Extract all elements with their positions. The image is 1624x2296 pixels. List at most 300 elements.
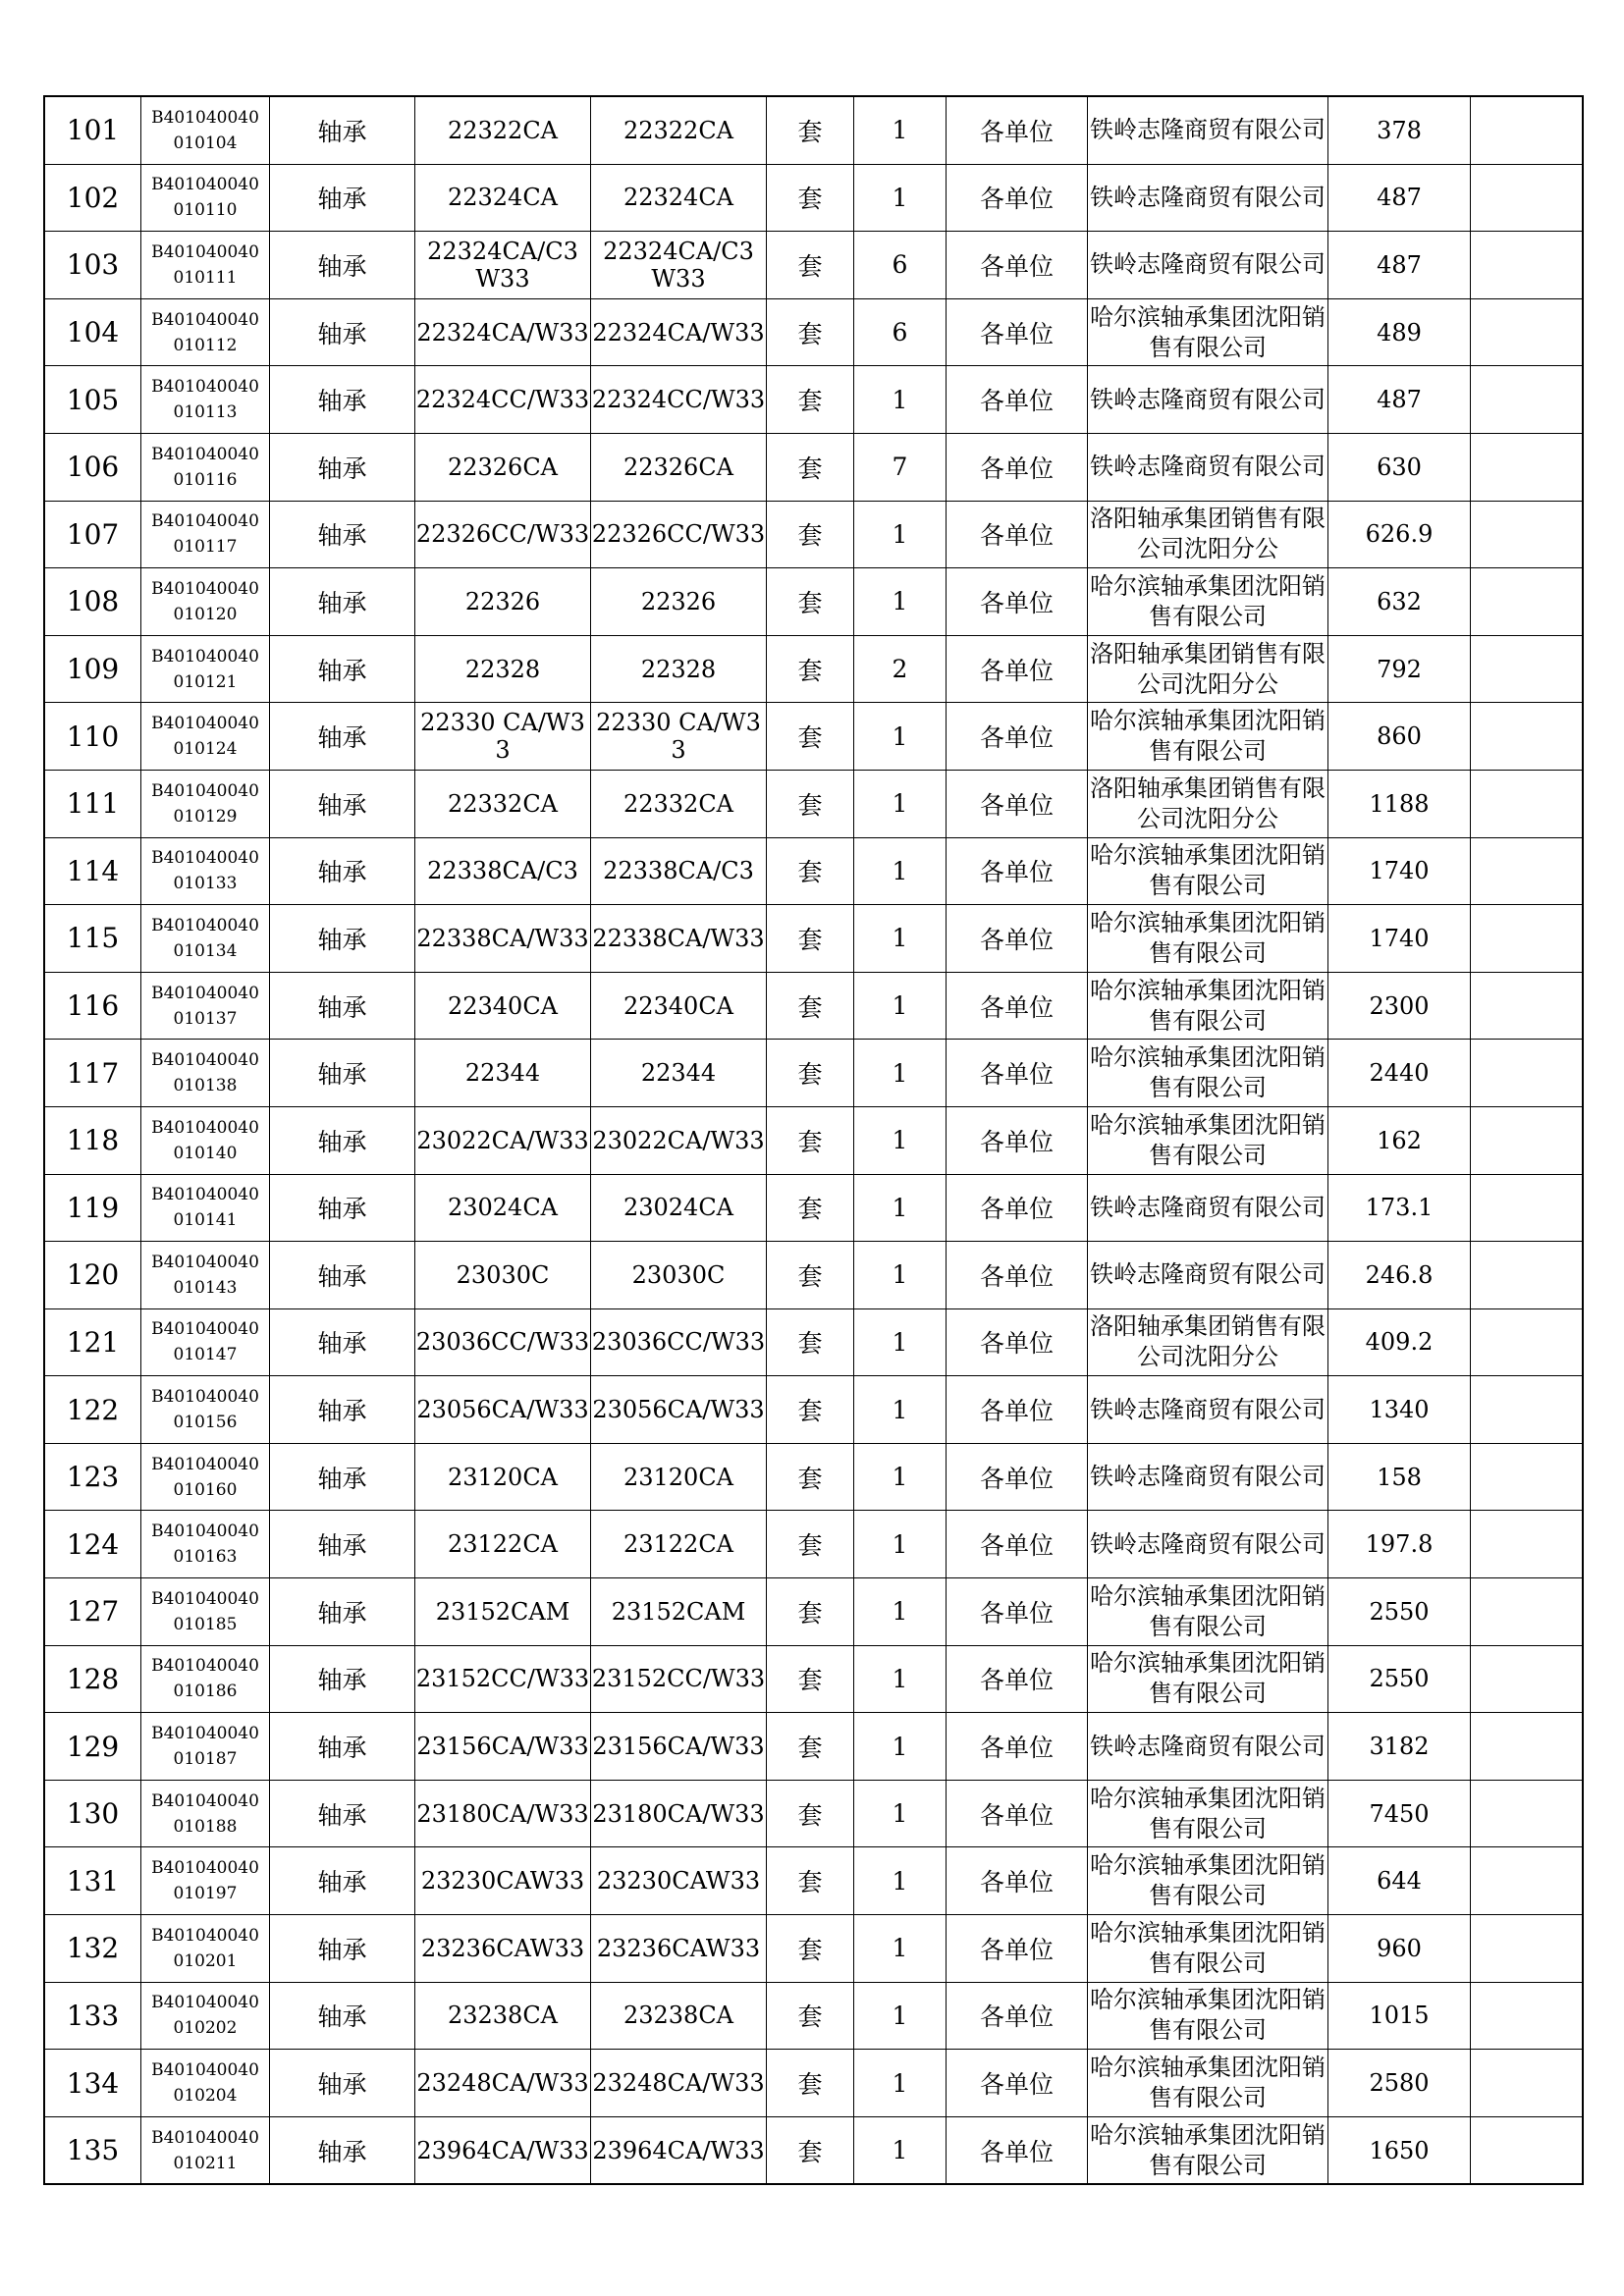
material-code-line: 010141 xyxy=(173,1210,238,1231)
material-code-line: B401040040 xyxy=(151,511,259,532)
specification-cell: 22324CA/W33 xyxy=(415,298,591,366)
quantity-cell: 1 xyxy=(854,1915,947,1983)
remark-cell xyxy=(1471,1780,1584,1847)
model-number-cell: 22338CA/C3 xyxy=(591,837,767,905)
unit-cell: 套 xyxy=(767,635,854,703)
model-number-cell: 23230CAW33 xyxy=(591,1847,767,1915)
model-number-cell: 22324CA/W33 xyxy=(591,298,767,366)
remark-cell xyxy=(1471,1106,1584,1174)
unit-cell: 套 xyxy=(767,905,854,973)
remark-cell xyxy=(1471,1511,1584,1578)
material-code-line: B401040040 xyxy=(151,1656,259,1677)
table-row xyxy=(44,770,1583,837)
unit-price-cell: 1740 xyxy=(1328,837,1471,905)
material-code-cell xyxy=(141,1578,270,1646)
supplier-name-cell: 铁岭志隆商贸有限公司 xyxy=(1088,1511,1328,1578)
unit-cell: 套 xyxy=(767,1915,854,1983)
material-code-cell xyxy=(141,1106,270,1174)
model-number-cell: 23030C xyxy=(591,1242,767,1309)
table-row xyxy=(44,1242,1583,1309)
unit-cell: 套 xyxy=(767,1443,854,1511)
unit-price-cell: 2550 xyxy=(1328,1645,1471,1713)
unit-price-cell: 626.9 xyxy=(1328,501,1471,568)
unit-price-cell: 1015 xyxy=(1328,1982,1471,2050)
material-name-cell: 轴承 xyxy=(270,1780,415,1847)
material-code-line: B401040040 xyxy=(151,309,259,330)
supplier-name-cell: 铁岭志隆商贸有限公司 xyxy=(1088,1174,1328,1242)
material-code-cell xyxy=(141,1443,270,1511)
material-name-cell: 轴承 xyxy=(270,1308,415,1376)
table-row xyxy=(44,164,1583,232)
row-number-cell: 108 xyxy=(44,568,141,636)
supplier-name-cell: 哈尔滨轴承集团沈阳销售有限公司 xyxy=(1088,905,1328,973)
unit-cell: 套 xyxy=(767,164,854,232)
model-number-cell: 23022CA/W33 xyxy=(591,1106,767,1174)
unit-price-cell: 1650 xyxy=(1328,2116,1471,2184)
supplier-name-cell: 铁岭志隆商贸有限公司 xyxy=(1088,164,1328,232)
unit-price-cell: 630 xyxy=(1328,433,1471,501)
remark-cell xyxy=(1471,1645,1584,1713)
material-name-cell: 轴承 xyxy=(270,1242,415,1309)
quantity-cell: 1 xyxy=(854,1511,947,1578)
material-code-line: 010111 xyxy=(173,267,238,288)
unit-price-cell: 246.8 xyxy=(1328,1242,1471,1309)
using-department-cell: 各单位 xyxy=(947,770,1088,837)
remark-cell xyxy=(1471,433,1584,501)
unit-cell: 套 xyxy=(767,972,854,1040)
material-code-line: B401040040 xyxy=(151,1050,259,1071)
using-department-cell: 各单位 xyxy=(947,1308,1088,1376)
table-row xyxy=(44,1308,1583,1376)
material-code-line: B401040040 xyxy=(151,2127,259,2148)
quantity-cell: 1 xyxy=(854,1780,947,1847)
model-number-cell: 23120CA xyxy=(591,1443,767,1511)
quantity-cell: 1 xyxy=(854,1242,947,1309)
specification-cell: 23152CAM xyxy=(415,1578,591,1646)
table-row xyxy=(44,635,1583,703)
using-department-cell: 各单位 xyxy=(947,1982,1088,2050)
row-number-cell: 124 xyxy=(44,1511,141,1578)
table-row xyxy=(44,1847,1583,1915)
table-row xyxy=(44,837,1583,905)
supplier-name-cell: 哈尔滨轴承集团沈阳销售有限公司 xyxy=(1088,837,1328,905)
specification-cell: 22324CC/W33 xyxy=(415,366,591,434)
unit-cell: 套 xyxy=(767,2116,854,2184)
material-name-cell: 轴承 xyxy=(270,96,415,164)
remark-cell xyxy=(1471,96,1584,164)
quantity-cell: 1 xyxy=(854,1040,947,1107)
specification-cell: 22338CA/W33 xyxy=(415,905,591,973)
specification-cell: 22328 xyxy=(415,635,591,703)
specification-cell: 23180CA/W33 xyxy=(415,1780,591,1847)
material-code-line: 010112 xyxy=(173,335,238,355)
material-code-cell xyxy=(141,1982,270,2050)
material-code-line: 010186 xyxy=(173,1682,238,1702)
material-name-cell: 轴承 xyxy=(270,232,415,299)
unit-price-cell: 3182 xyxy=(1328,1713,1471,1781)
quantity-cell: 6 xyxy=(854,298,947,366)
quantity-cell: 1 xyxy=(854,972,947,1040)
specification-cell: 22322CA xyxy=(415,96,591,164)
table-row xyxy=(44,972,1583,1040)
using-department-cell: 各单位 xyxy=(947,837,1088,905)
quantity-cell: 1 xyxy=(854,905,947,973)
row-number-cell: 132 xyxy=(44,1915,141,1983)
using-department-cell: 各单位 xyxy=(947,635,1088,703)
using-department-cell: 各单位 xyxy=(947,1376,1088,1444)
row-number-cell: 102 xyxy=(44,164,141,232)
using-department-cell: 各单位 xyxy=(947,568,1088,636)
table-row xyxy=(44,298,1583,366)
row-number-cell: 135 xyxy=(44,2116,141,2184)
table-row xyxy=(44,1511,1583,1578)
using-department-cell: 各单位 xyxy=(947,1511,1088,1578)
supplier-name-cell: 铁岭志隆商贸有限公司 xyxy=(1088,1242,1328,1309)
material-name-cell: 轴承 xyxy=(270,1645,415,1713)
specification-cell: 23238CA xyxy=(415,1982,591,2050)
material-code-line: 010201 xyxy=(173,1950,238,1971)
quantity-cell: 2 xyxy=(854,635,947,703)
using-department-cell: 各单位 xyxy=(947,2116,1088,2184)
row-number-cell: 109 xyxy=(44,635,141,703)
model-number-cell: 22340CA xyxy=(591,972,767,1040)
model-number-cell: 23036CC/W33 xyxy=(591,1308,767,1376)
table-row xyxy=(44,2116,1583,2184)
material-name-cell: 轴承 xyxy=(270,1376,415,1444)
material-code-line: B401040040 xyxy=(151,1185,259,1205)
table-body xyxy=(44,96,1583,2184)
using-department-cell: 各单位 xyxy=(947,1443,1088,1511)
remark-cell xyxy=(1471,1982,1584,2050)
quantity-cell: 1 xyxy=(854,837,947,905)
row-number-cell: 104 xyxy=(44,298,141,366)
specification-cell: 23236CAW33 xyxy=(415,1915,591,1983)
material-name-cell: 轴承 xyxy=(270,703,415,771)
table-row xyxy=(44,703,1583,771)
material-code-line: 010140 xyxy=(173,1143,238,1163)
material-name-cell: 轴承 xyxy=(270,972,415,1040)
specification-cell: 23036CC/W33 xyxy=(415,1308,591,1376)
quantity-cell: 1 xyxy=(854,2116,947,2184)
material-code-cell xyxy=(141,837,270,905)
remark-cell xyxy=(1471,905,1584,973)
remark-cell xyxy=(1471,1376,1584,1444)
material-code-line: B401040040 xyxy=(151,1588,259,1609)
material-name-cell: 轴承 xyxy=(270,568,415,636)
material-name-cell: 轴承 xyxy=(270,1106,415,1174)
material-name-cell: 轴承 xyxy=(270,298,415,366)
material-code-cell xyxy=(141,770,270,837)
using-department-cell: 各单位 xyxy=(947,1106,1088,1174)
material-code-cell xyxy=(141,972,270,1040)
table-row xyxy=(44,905,1583,973)
material-code-line: B401040040 xyxy=(151,241,259,262)
material-code-line: 010124 xyxy=(173,739,238,760)
material-code-cell xyxy=(141,905,270,973)
material-code-line: B401040040 xyxy=(151,780,259,801)
using-department-cell: 各单位 xyxy=(947,1242,1088,1309)
unit-price-cell: 1188 xyxy=(1328,770,1471,837)
remark-cell xyxy=(1471,366,1584,434)
material-code-cell xyxy=(141,1308,270,1376)
specification-cell: 23152CC/W33 xyxy=(415,1645,591,1713)
using-department-cell: 各单位 xyxy=(947,905,1088,973)
supplier-name-cell: 哈尔滨轴承集团沈阳销售有限公司 xyxy=(1088,1847,1328,1915)
unit-cell: 套 xyxy=(767,703,854,771)
remark-cell xyxy=(1471,2116,1584,2184)
using-department-cell: 各单位 xyxy=(947,1174,1088,1242)
material-name-cell: 轴承 xyxy=(270,1040,415,1107)
quantity-cell: 1 xyxy=(854,1174,947,1242)
unit-cell: 套 xyxy=(767,1106,854,1174)
using-department-cell: 各单位 xyxy=(947,164,1088,232)
unit-cell: 套 xyxy=(767,837,854,905)
unit-cell: 套 xyxy=(767,770,854,837)
material-name-cell: 轴承 xyxy=(270,635,415,703)
material-code-line: 010187 xyxy=(173,1749,238,1770)
model-number-cell: 22324CA/C3W33 xyxy=(591,232,767,299)
supplier-name-cell: 洛阳轴承集团销售有限公司沈阳分公 xyxy=(1088,635,1328,703)
material-code-line: B401040040 xyxy=(151,1454,259,1474)
table-row xyxy=(44,1578,1583,1646)
row-number-cell: 115 xyxy=(44,905,141,973)
row-number-cell: 106 xyxy=(44,433,141,501)
row-number-cell: 131 xyxy=(44,1847,141,1915)
specification-cell: 23964CA/W33 xyxy=(415,2116,591,2184)
material-code-line: 010134 xyxy=(173,940,238,961)
material-code-cell xyxy=(141,703,270,771)
material-code-line: B401040040 xyxy=(151,1319,259,1340)
supplier-name-cell: 洛阳轴承集团销售有限公司沈阳分公 xyxy=(1088,1308,1328,1376)
material-code-cell xyxy=(141,1645,270,1713)
supplier-name-cell: 哈尔滨轴承集团沈阳销售有限公司 xyxy=(1088,703,1328,771)
remark-cell xyxy=(1471,1847,1584,1915)
table-row xyxy=(44,568,1583,636)
row-number-cell: 114 xyxy=(44,837,141,905)
remark-cell xyxy=(1471,1308,1584,1376)
supplier-name-cell: 哈尔滨轴承集团沈阳销售有限公司 xyxy=(1088,1982,1328,2050)
remark-cell xyxy=(1471,232,1584,299)
using-department-cell: 各单位 xyxy=(947,972,1088,1040)
material-code-line: 010185 xyxy=(173,1614,238,1634)
row-number-cell: 103 xyxy=(44,232,141,299)
material-name-cell: 轴承 xyxy=(270,501,415,568)
material-code-line: 010117 xyxy=(173,537,238,558)
supplier-name-cell: 洛阳轴承集团销售有限公司沈阳分公 xyxy=(1088,501,1328,568)
remark-cell xyxy=(1471,703,1584,771)
quantity-cell: 1 xyxy=(854,703,947,771)
using-department-cell: 各单位 xyxy=(947,1713,1088,1781)
model-number-cell: 23180CA/W33 xyxy=(591,1780,767,1847)
material-code-line: 010116 xyxy=(173,469,238,490)
unit-price-cell: 158 xyxy=(1328,1443,1471,1511)
unit-price-cell: 197.8 xyxy=(1328,1511,1471,1578)
material-code-line: B401040040 xyxy=(151,915,259,935)
material-code-line: 010188 xyxy=(173,1816,238,1837)
specification-cell: 23120CA xyxy=(415,1443,591,1511)
unit-cell: 套 xyxy=(767,433,854,501)
material-name-cell: 轴承 xyxy=(270,2050,415,2117)
material-code-line: B401040040 xyxy=(151,1117,259,1138)
table-row xyxy=(44,366,1583,434)
unit-cell: 套 xyxy=(767,298,854,366)
quantity-cell: 1 xyxy=(854,1443,947,1511)
material-code-line: 010202 xyxy=(173,2018,238,2039)
supplier-name-cell: 铁岭志隆商贸有限公司 xyxy=(1088,1713,1328,1781)
material-name-cell: 轴承 xyxy=(270,770,415,837)
unit-cell: 套 xyxy=(767,1847,854,1915)
unit-price-cell: 487 xyxy=(1328,366,1471,434)
material-code-line: B401040040 xyxy=(151,444,259,464)
material-code-line: 010156 xyxy=(173,1413,238,1433)
material-name-cell: 轴承 xyxy=(270,905,415,973)
specification-cell: 23030C xyxy=(415,1242,591,1309)
material-code-cell xyxy=(141,96,270,164)
supplier-name-cell: 哈尔滨轴承集团沈阳销售有限公司 xyxy=(1088,1915,1328,1983)
supplier-name-cell: 铁岭志隆商贸有限公司 xyxy=(1088,1443,1328,1511)
specification-cell: 22344 xyxy=(415,1040,591,1107)
unit-cell: 套 xyxy=(767,1780,854,1847)
supplier-name-cell: 哈尔滨轴承集团沈阳销售有限公司 xyxy=(1088,2116,1328,2184)
supplier-name-cell: 哈尔滨轴承集团沈阳销售有限公司 xyxy=(1088,1780,1328,1847)
model-number-cell: 22332CA xyxy=(591,770,767,837)
quantity-cell: 1 xyxy=(854,1106,947,1174)
unit-price-cell: 2580 xyxy=(1328,2050,1471,2117)
row-number-cell: 111 xyxy=(44,770,141,837)
quantity-cell: 1 xyxy=(854,164,947,232)
supplier-name-cell: 哈尔滨轴承集团沈阳销售有限公司 xyxy=(1088,1040,1328,1107)
material-code-line: 010197 xyxy=(173,1884,238,1904)
quantity-cell: 1 xyxy=(854,568,947,636)
remark-cell xyxy=(1471,1713,1584,1781)
material-code-cell xyxy=(141,568,270,636)
model-number-cell: 23236CAW33 xyxy=(591,1915,767,1983)
supplier-name-cell: 铁岭志隆商贸有限公司 xyxy=(1088,232,1328,299)
model-number-cell: 23248CA/W33 xyxy=(591,2050,767,2117)
table-row xyxy=(44,433,1583,501)
material-code-cell xyxy=(141,1376,270,1444)
material-code-cell xyxy=(141,1511,270,1578)
supplier-name-cell: 铁岭志隆商贸有限公司 xyxy=(1088,433,1328,501)
unit-cell: 套 xyxy=(767,2050,854,2117)
using-department-cell: 各单位 xyxy=(947,501,1088,568)
material-code-cell xyxy=(141,2116,270,2184)
unit-price-cell: 960 xyxy=(1328,1915,1471,1983)
specification-cell: 22330 CA/W33 xyxy=(415,703,591,771)
model-number-cell: 23156CA/W33 xyxy=(591,1713,767,1781)
quantity-cell: 1 xyxy=(854,1578,947,1646)
quantity-cell: 1 xyxy=(854,1713,947,1781)
quantity-cell: 1 xyxy=(854,2050,947,2117)
quantity-cell: 6 xyxy=(854,232,947,299)
quantity-cell: 1 xyxy=(854,501,947,568)
unit-cell: 套 xyxy=(767,1713,854,1781)
material-name-cell: 轴承 xyxy=(270,433,415,501)
table-row xyxy=(44,1040,1583,1107)
specification-cell: 22324CA/C3W33 xyxy=(415,232,591,299)
unit-cell: 套 xyxy=(767,96,854,164)
unit-cell: 套 xyxy=(767,1645,854,1713)
quantity-cell: 1 xyxy=(854,770,947,837)
specification-cell: 22326CA xyxy=(415,433,591,501)
model-number-cell: 23024CA xyxy=(591,1174,767,1242)
material-code-cell xyxy=(141,366,270,434)
unit-cell: 套 xyxy=(767,1308,854,1376)
remark-cell xyxy=(1471,1443,1584,1511)
material-code-line: 010104 xyxy=(173,133,238,153)
material-code-cell xyxy=(141,1915,270,1983)
quantity-cell: 1 xyxy=(854,96,947,164)
quantity-cell: 1 xyxy=(854,366,947,434)
bearing-price-table xyxy=(43,95,1584,2185)
material-name-cell: 轴承 xyxy=(270,1578,415,1646)
specification-cell: 23022CA/W33 xyxy=(415,1106,591,1174)
unit-price-cell: 409.2 xyxy=(1328,1308,1471,1376)
row-number-cell: 121 xyxy=(44,1308,141,1376)
unit-price-cell: 487 xyxy=(1328,232,1471,299)
row-number-cell: 110 xyxy=(44,703,141,771)
material-code-cell xyxy=(141,164,270,232)
material-name-cell: 轴承 xyxy=(270,1847,415,1915)
quantity-cell: 1 xyxy=(854,1982,947,2050)
material-code-line: 010129 xyxy=(173,806,238,827)
unit-cell: 套 xyxy=(767,1040,854,1107)
model-number-cell: 22338CA/W33 xyxy=(591,905,767,973)
unit-cell: 套 xyxy=(767,1242,854,1309)
material-code-line: B401040040 xyxy=(151,646,259,667)
row-number-cell: 105 xyxy=(44,366,141,434)
unit-price-cell: 173.1 xyxy=(1328,1174,1471,1242)
unit-cell: 套 xyxy=(767,1511,854,1578)
quantity-cell: 1 xyxy=(854,1847,947,1915)
unit-price-cell: 7450 xyxy=(1328,1780,1471,1847)
specification-cell: 22326 xyxy=(415,568,591,636)
model-number-cell: 23152CAM xyxy=(591,1578,767,1646)
material-name-cell: 轴承 xyxy=(270,164,415,232)
remark-cell xyxy=(1471,298,1584,366)
quantity-cell: 1 xyxy=(854,1308,947,1376)
row-number-cell: 117 xyxy=(44,1040,141,1107)
row-number-cell: 128 xyxy=(44,1645,141,1713)
material-code-line: B401040040 xyxy=(151,983,259,1003)
model-number-cell: 22328 xyxy=(591,635,767,703)
material-code-cell xyxy=(141,2050,270,2117)
specification-cell: 23248CA/W33 xyxy=(415,2050,591,2117)
table-row xyxy=(44,501,1583,568)
supplier-name-cell: 哈尔滨轴承集团沈阳销售有限公司 xyxy=(1088,1578,1328,1646)
material-code-line: B401040040 xyxy=(151,1925,259,1946)
unit-price-cell: 792 xyxy=(1328,635,1471,703)
row-number-cell: 129 xyxy=(44,1713,141,1781)
material-code-cell xyxy=(141,1713,270,1781)
material-code-line: 010160 xyxy=(173,1479,238,1500)
table-row xyxy=(44,232,1583,299)
material-code-line: 010120 xyxy=(173,604,238,624)
material-code-line: 010143 xyxy=(173,1277,238,1298)
row-number-cell: 118 xyxy=(44,1106,141,1174)
specification-cell: 22340CA xyxy=(415,972,591,1040)
quantity-cell: 1 xyxy=(854,1645,947,1713)
unit-price-cell: 2550 xyxy=(1328,1578,1471,1646)
material-code-line: B401040040 xyxy=(151,1252,259,1272)
remark-cell xyxy=(1471,501,1584,568)
using-department-cell: 各单位 xyxy=(947,2050,1088,2117)
model-number-cell: 23056CA/W33 xyxy=(591,1376,767,1444)
model-number-cell: 23238CA xyxy=(591,1982,767,2050)
material-code-line: 010137 xyxy=(173,1008,238,1029)
unit-cell: 套 xyxy=(767,1982,854,2050)
supplier-name-cell: 哈尔滨轴承集团沈阳销售有限公司 xyxy=(1088,568,1328,636)
